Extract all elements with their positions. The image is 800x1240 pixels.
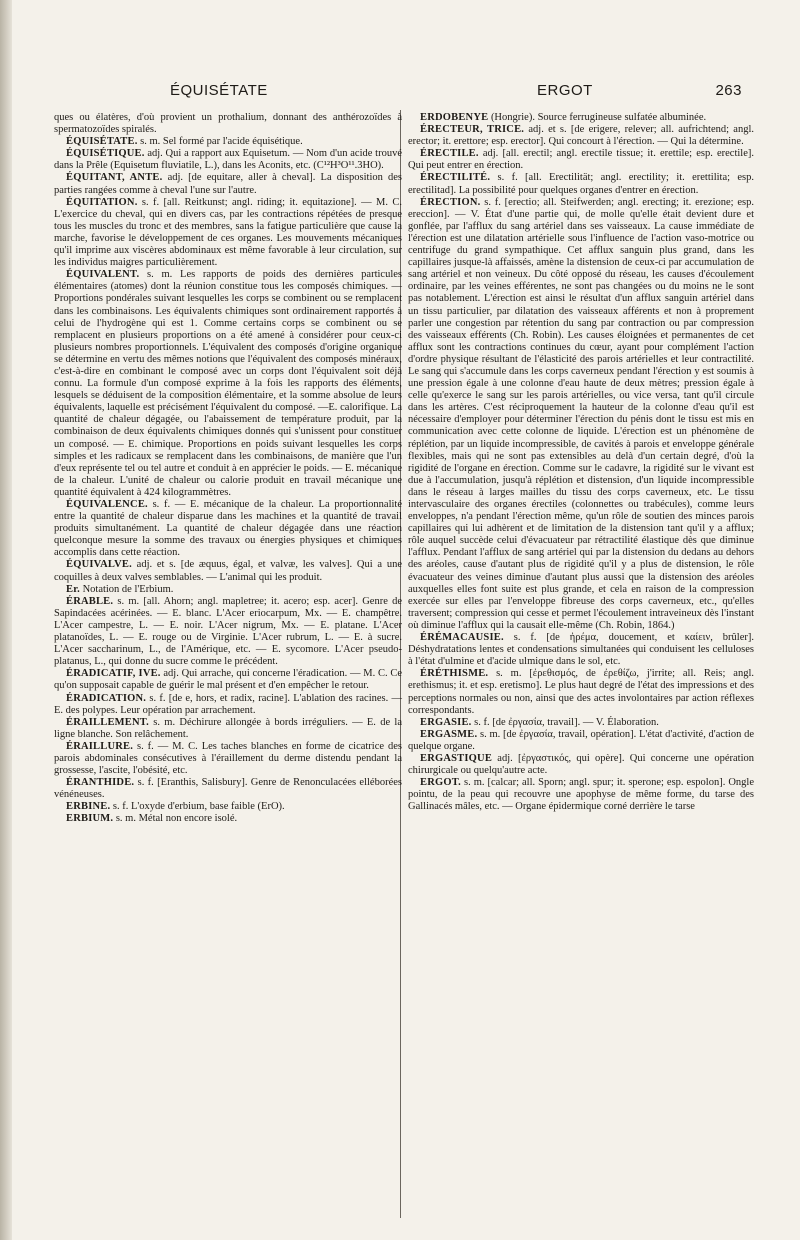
dictionary-entry [408, 729, 754, 753]
entry-headword: ÉRAILLURE. [66, 740, 134, 752]
entry-headword: ÉRECTILE. [420, 148, 479, 160]
entry-definition: adj. et s. [de æquus, égal, et valvæ, les valves]. Qui a une coquilles à deux valves semblables. — L'animal qui les produit. [54, 559, 402, 583]
dictionary-entry [408, 632, 754, 668]
entry-headword: ÉQUIVALENCE. [66, 499, 148, 510]
left-column [54, 112, 402, 826]
page-number: 263 [715, 82, 742, 99]
entry-definition: s. f. [all. Reitkunst; angl. riding; it. equitazione]. — M. C. L'exercice du cheval, qui en divers cas, par les contractions répétées de presque tous les muscles du tronc et des membres, sans la fatigue particulière que cause la marche, favorise le développement de ces organes. Les mouvements mécaniques qu'il imprime aux viscères abdominaux est même favorable à leur circulation, sur les individus maigres particulièrement. [54, 196, 402, 269]
entry-headword: ÉQUIVALENT. [66, 269, 140, 281]
entry-headword: ÉQUISÉTIQUE. [66, 148, 145, 160]
entry-definition: adj. et s. [de erigere, relever; all. aufrichtend; angl. erector; it. erettore; esp. erector]. Qui concourt à l'érection. — Qui la détermine. [408, 124, 754, 148]
dictionary-entry [54, 584, 402, 596]
entry-headword: ERBIUM. [66, 813, 114, 825]
dictionary-entry [54, 596, 402, 669]
entry-definition: s. f. — M. C. Les taches blanches en forme de cicatrice des parois abdominales consécutives à l'éraillement du derme distendu pendant la grossesse, l'ascite, l'obésité, etc. [54, 740, 402, 777]
entry-definition: adj. [de equitare, aller à cheval]. La disposition des parties rangées comme à cheval l'une sur l'autre. [54, 172, 402, 196]
entry-definition: s. f. [all. Erectilität; angl. erectility; it. erettilita; esp. erectilitad]. La possibilité pour quelques organes d'entrer en érection. [408, 172, 754, 196]
dictionary-entry [54, 801, 402, 813]
dictionary-entry [54, 269, 402, 499]
page-header [60, 82, 750, 104]
entry-headword: ERGASME. [420, 728, 478, 740]
dictionary-entry [54, 136, 402, 148]
dictionary-entry [54, 693, 402, 717]
entry-definition: s. m. Les rapports de poids des dernières particules élémentaires (atomes) dont la réunion constitue tous les composés chimiques. — Proportions pondérales suivant lesquelles les corps se combinent ou se remplacent dans les combinaisons. Les équivalents chimiques sont ordinairement rapportés à celui de l'hydrogène qui est 1. Comme certains corps se combinent ou se remplacent en plusieurs proportions on a été amené à considérer pour ceux-ci plusieurs nombres proportionnels. L'équivalent des composés d'origine organique se détermine en vertu des mêmes notions que l'équivalent des composés minéraux, c'est-à-dire en combinant le composé avec un corps dont l'équivalent soit déjà connu. La formule d'un composé exprime à la fois les rapports des éléments, lesquels se déduisent de la composition élémentaire, et la somme absolue de leurs équivalents, laquelle est précisément l'équivalent du composé. —E. calorifique. La quantité de chaleur dégagée, ou l'abaissement de température produit, par la combinaison de deux équivalents chimiques donnés qui s'unissent pour constituer un composé. — E. chimique. Proportions en poids suivant lesquelles les corps simples et les radicaux se remplacent dans les combinaisons, de manière que l'un d'eux représente tel ou tel autre et conduit à en apprécier le poids. — E. mécanique de la chaleur. L'unité de chaleur ou calorie produit en travail mécanique une quantité équivalent à 424 kilogrammètres. [54, 269, 402, 498]
dictionary-entry [408, 753, 754, 777]
entry-definition: s. f. [erectio; all. Steifwerden; angl. erecting; it. erezione; esp. ereccion]. — V. État d'une partie qui, de molle qu'elle était devient dure et gonflée, par l'afflux du sang artériel dans ses vaisseaux. La cause immédiate de l'érection est une dilatation artérielle sous l'influence de l'action vaso-motrice ou centrifuge du grand sympathique. Cet afflux sanguin plus grand, dans les capillaires jusque-là affaissés, amène la distension de ceux-ci par accumulation de sang artériel et non veineux. Du côté opposé du réseau, les causes d'écoulement ordinaire, par les veines efférentes, ne sont pas changées ou du moins ne le sont pas notablement. L'érection est ainsi le résultat d'un afflux sanguin artériel dans un tissu particulier, par dilatation des vaisseaux afférents et non à proprement parler une congestion par rétention du sang par contraction ou par compression des vaisseaux efférents (Ch. Robin). Les causes éloignées et permanentes de cet afflux sont les contractions continues du cœur, ayant pour complément l'action d'ordre physique résultant de l'élasticité des parois artérielles et leur contractilité. Le sang qui s'accumule dans les corps caverneux pendant l'érection y est soumis à une pression égale à une colonne d'eau haute de deux mètres; pression égale à celle qu'exerce le sang sur les parois artérielles, ou vice versa, tant qu'il circule dans les artères. C'est réciproquement la hauteur de la colonne d'eau qu'il est nécessaire d'employer pour déterminer l'érection du pénis dont le tissu est mis en communication avec cette colonne de liquide. L'érection est un phénomène de réplétion, par un liquide incompressible, de cavités à parois et enveloppe générale flexibles, mais qui ne sont pas extensibles au delà d'un certain degré, d'où la rigidité de l'organe en érection. Comme sur le cadavre, la rigidité sur le vivant est due à l'accumulation, jusqu'à réplétion et distension, d'un liquide incompressible dans le réseau à larges mailles du tissu des corps caverneux, etc. Le tissu intervasculaire des organes érectiles (colonnettes ou trabécules), comme leurs enveloppes, n'a pendant l'érection même, qu'un rôle de soutien des minces parois capillaires qui lui adhèrent et de limitation de la distension tant qu'il y a afflux; rôle auquel succède celui d'évacuateur par rétractilité élastique dès que diminue l'afflux. Pendant l'afflux de sang artériel qui par la distension du dedans au dehors des aréoles, cause d'autant plus de rigidité qu'il y a plus de distension, le rôle évacuateur des veines diminue d'autant plus aussi que la distension des aréoles auxquelles elles font suite est plus grande, et cela en raison de la compression exercée sur elles par l'enveloppe fibreuse des corps caverneux, etc., qu'elles traversent; compression qui cesse et permet l'écoulement intraveineux dès l'instant où diminue l'afflux qui la causait elle-même (Ch. Robin, 1864.) [408, 196, 754, 631]
entry-definition: s. m. Déchirure allongée à bords irréguliers. — E. de la ligne blanche. Son relâchement. [54, 716, 402, 740]
dictionary-entry [408, 777, 754, 813]
dictionary-entry [54, 777, 402, 801]
entry-definition: adj. Qui a rapport aux Equisetum. — Nom d'un acide trouvé dans la Prêle (Equisetum fluviatile, L.), dans les Aconits, etc. (C¹²H³O¹¹.3HO). [54, 148, 402, 172]
entry-definition: s. f. [de ἠρέμα, doucement, et καίειν, brûler]. Déshydratations lentes et condensations simultanées qui conduisent les celluloses à l'état d'ulmine et d'acide ulmique dans le sol, etc. [408, 632, 754, 668]
page-binding-shadow [0, 0, 12, 1240]
entry-headword: ÉQUITATION. [66, 196, 138, 208]
entry-definition: adj. [all. erectil; angl. erectile tissue; it. erettile; esp. erectile]. Qui peut entrer en érection. [408, 148, 754, 172]
dictionary-entry [408, 197, 754, 632]
dictionary-entry [54, 741, 402, 777]
entry-headword: ÉRECTILITÉ. [420, 172, 491, 184]
header-first-entry: ÉQUISÉTATE [170, 82, 268, 99]
entry-definition: s. m. [calcar; all. Sporn; angl. spur; it. sperone; esp. espolon]. Ongle pointu, de la peau qui recouvre une apophyse de même forme, du tarse des Gallinacés mâles, etc. — Organe épidermique corné derrière le tarse [408, 777, 754, 813]
entry-headword: ÉRECTION. [420, 196, 481, 208]
entry-headword: ÉRÉMACAUSIE. [420, 632, 504, 644]
entry-headword: ERDOBENYE [420, 112, 489, 123]
entry-definition: s. m. [de ἐργασία, travail, opération]. L'état d'activité, d'action de quelque organe. [408, 728, 754, 752]
dictionary-entry [54, 499, 402, 559]
dictionary-entry [54, 559, 402, 583]
entry-headword: ÉRABLE. [66, 595, 114, 607]
entry-headword: ÉQUITANT, ANTE. [66, 172, 163, 184]
entry-headword: ÉRECTEUR, TRICE. [420, 124, 525, 136]
entry-definition: ques ou élatères, d'où provient un prothalium, donnant des anthérozoïdes à spermatozoïdes spiralés. [54, 112, 402, 136]
entry-headword: ERGASTIQUE [420, 752, 493, 764]
entry-definition: adj. Qui arrache, qui concerne l'éradication. — M. C. Ce qu'on supposait capable de guérir le mal présent et d'en empêcher le retour. [54, 668, 402, 692]
entry-definition: s. m. Métal non encore isolé. [113, 813, 238, 825]
entry-definition: Notation de l'Erbium. [79, 583, 174, 595]
entry-headword: Er. [66, 583, 80, 595]
dictionary-entry [54, 148, 402, 172]
dictionary-entry [54, 717, 402, 741]
entry-headword: ÉRAILLEMENT. [66, 716, 150, 728]
entry-headword: ERGASIE. [420, 716, 472, 728]
dictionary-entry [408, 668, 754, 716]
dictionary-entry [54, 112, 402, 136]
entry-headword: ERGOT. [420, 777, 461, 789]
dictionary-entry [54, 197, 402, 270]
entry-definition: s. f. — E. mécanique de la chaleur. La proportionnalité entre la quantité de chaleur disparue dans les machines et la quantité de travail produits simultanément. La quantité de chaleur dégagée dans une réaction quelconque mesure la somme des travaux ou énergies physiques et chimiques accomplis dans cette réaction. [54, 499, 402, 559]
right-column [408, 112, 754, 813]
entry-headword: ÉQUISÉTATE. [66, 136, 138, 148]
entry-definition: s. f. [de e, hors, et radix, racine]. L'ablation des racines. — E. des polypes. Leur opération par arrachement. [54, 692, 402, 716]
dictionary-entry [54, 813, 402, 825]
dictionary-entry [408, 148, 754, 172]
entry-definition: s. m. Sel formé par l'acide équisétique. [137, 136, 303, 148]
entry-definition: s. f. [Eranthis, Salisbury]. Genre de Renonculacées elléborées vénéneuses. [54, 777, 402, 801]
entry-headword: ÉRÉTHISME. [420, 668, 489, 680]
entry-headword: ÉQUIVALVE. [66, 559, 132, 571]
dictionary-entry [408, 112, 754, 124]
entry-definition: s. m. [all. Ahorn; angl. mapletree; it. acero; esp. acer]. Genre de Sapindacées acérinées. — E. blanc. L'Acer eriocarpum, Mx. — E. champêtre. L'Acer campestre, L. — E. noir. L'Acer nigrum, Mx. — E. platane. L'Acer platanoïdes, L. — E. rouge ou de Virginie. L'Acer rubrum, L. — E. à sucre. L'Acer saccharinum, L., de l'Amérique, etc. — E. sycomore. L'Acer pseudo-platanus, L., qui donne du sucre comme le précédent. [54, 595, 402, 668]
dictionary-entry [54, 172, 402, 196]
header-last-entry: ERGOT [537, 82, 593, 99]
entry-definition: s. f. [de ἐργασία, travail]. — V. Élaboration. [471, 716, 659, 728]
dictionary-entry [408, 717, 754, 729]
dictionary-entry [408, 124, 754, 148]
entry-headword: ÉRADICATION. [66, 692, 147, 704]
entry-definition: s. m. [ἐρεθισμός, de ἐρεθίζω, j'irrite; all. Reis; angl. erethismus; it. et esp. eretismo]. Le plus haut degré de l'état des impressions et des perceptions normales ou non, ainsi que des actes involontaires par action réflexes correspondants. [408, 668, 754, 716]
entry-definition: adj. [ἐργαστικός, qui opère]. Qui concerne une opération chirurgicale ou quelqu'autre acte. [408, 752, 754, 777]
entry-definition: (Hongrie). Source ferrugineuse sulfatée albuminée. [488, 112, 707, 123]
entry-definition: s. f. L'oxyde d'erbium, base faible (ErO). [110, 801, 285, 813]
dictionary-entry [54, 668, 402, 692]
entry-headword: ÉRANTHIDE. [66, 777, 135, 789]
entry-headword: ÉRADICATIF, IVE. [66, 668, 161, 680]
dictionary-entry [408, 172, 754, 196]
entry-headword: ERBINE. [66, 801, 111, 813]
